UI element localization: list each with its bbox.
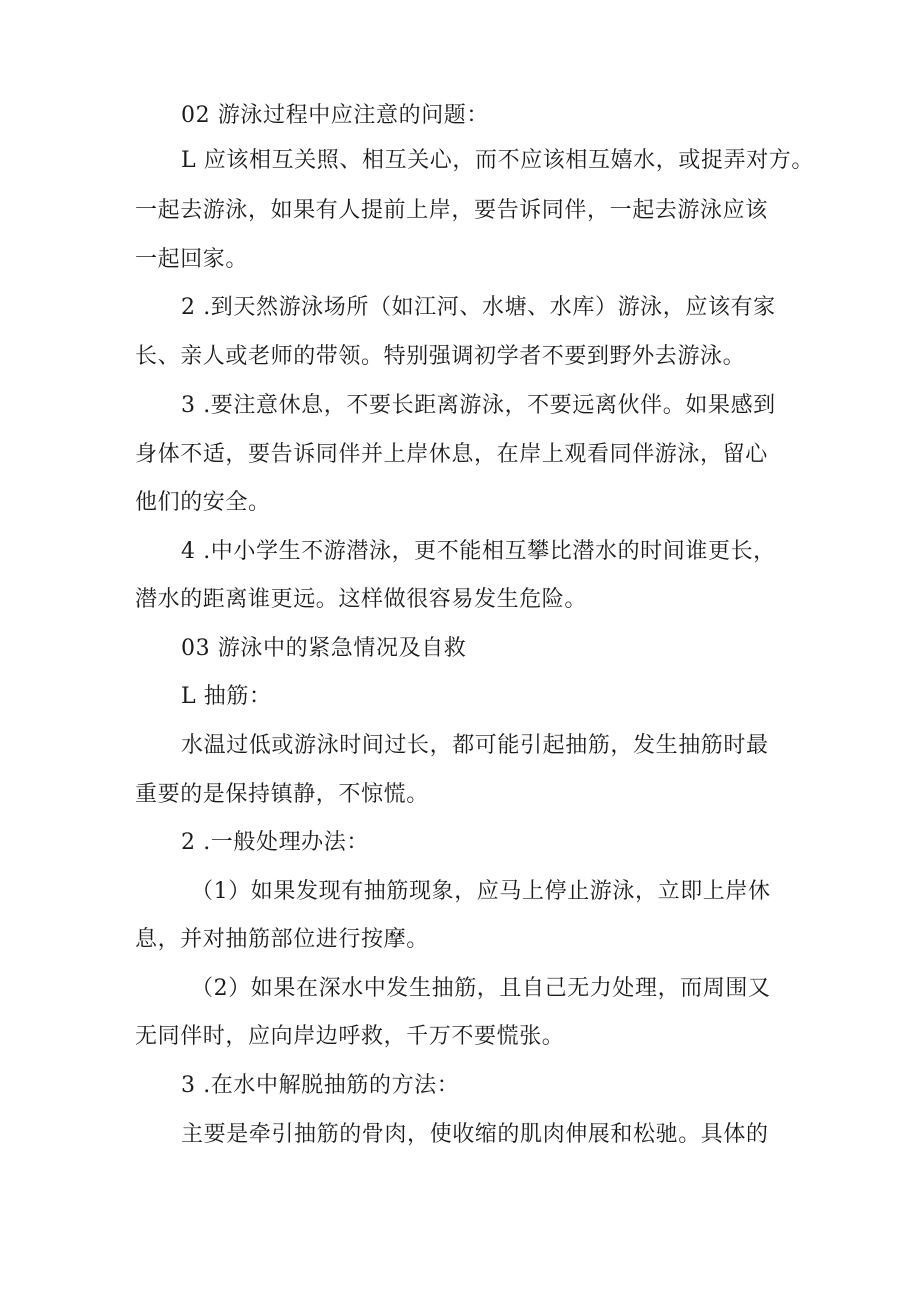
paragraph-line: 2 .到天然游泳场所（如江河、水塘、水库）游泳，应该有家 xyxy=(181,295,776,320)
paragraph-line: （2）如果在深水中发生抽筋，且自己无力处理，而周围又 xyxy=(191,976,771,1001)
paragraph-line: 3 .在水中解脱抽筋的方法： xyxy=(181,1073,460,1098)
paragraph-line: 长、亲人或老师的带领。特别强调初学者不要到野外去游泳。 xyxy=(135,344,746,369)
paragraph-line: 一起去游泳，如果有人提前上岸，要告诉同伴，一起去游泳应该 xyxy=(135,198,768,223)
section-heading-02: 02 游泳过程中应注意的问题： xyxy=(181,103,489,128)
paragraph-line: 主要是牵引抽筋的骨肉，使收缩的肌肉伸展和松驰。具体的 xyxy=(181,1122,769,1147)
paragraph-line: L 应该相互关照、相互关心，而不应该相互嬉水，或捉弄对方。 xyxy=(181,148,815,173)
paragraph-line: 无同伴时，应向岸边呼救，千万不要慌张。 xyxy=(135,1024,565,1049)
paragraph-line: 3 .要注意休息，不要长距离游泳，不要远离伙伴。如果感到 xyxy=(181,393,776,418)
paragraph-line: （1）如果发现有抽筋现象，应马上停止游泳，立即上岸休 xyxy=(191,879,771,904)
paragraph-line: 他们的安全。 xyxy=(135,490,271,515)
paragraph-line: 一起回家。 xyxy=(135,247,249,272)
paragraph-line: L 抽筋： xyxy=(181,684,272,709)
paragraph-line: 息，并对抽筋部位进行按摩。 xyxy=(135,927,429,952)
paragraph-line: 4 .中小学生不游潜泳，更不能相互攀比潜水的时间谁更长， xyxy=(181,539,776,564)
paragraph-line: 潜水的距离谁更远。这样做很容易发生危险。 xyxy=(135,587,588,612)
section-heading-03: 03 游泳中的紧急情况及自救 xyxy=(181,636,467,661)
paragraph-line: 重要的是保持镇静，不惊慌。 xyxy=(135,782,429,807)
paragraph-line: 身体不适，要告诉同伴并上岸休息，在岸上观看同伴游泳，留心 xyxy=(135,442,768,467)
paragraph-line: 2 .一般处理办法： xyxy=(181,830,369,855)
paragraph-line: 水温过低或游泳时间过长，都可能引起抽筋，发生抽筋时最 xyxy=(181,733,769,758)
